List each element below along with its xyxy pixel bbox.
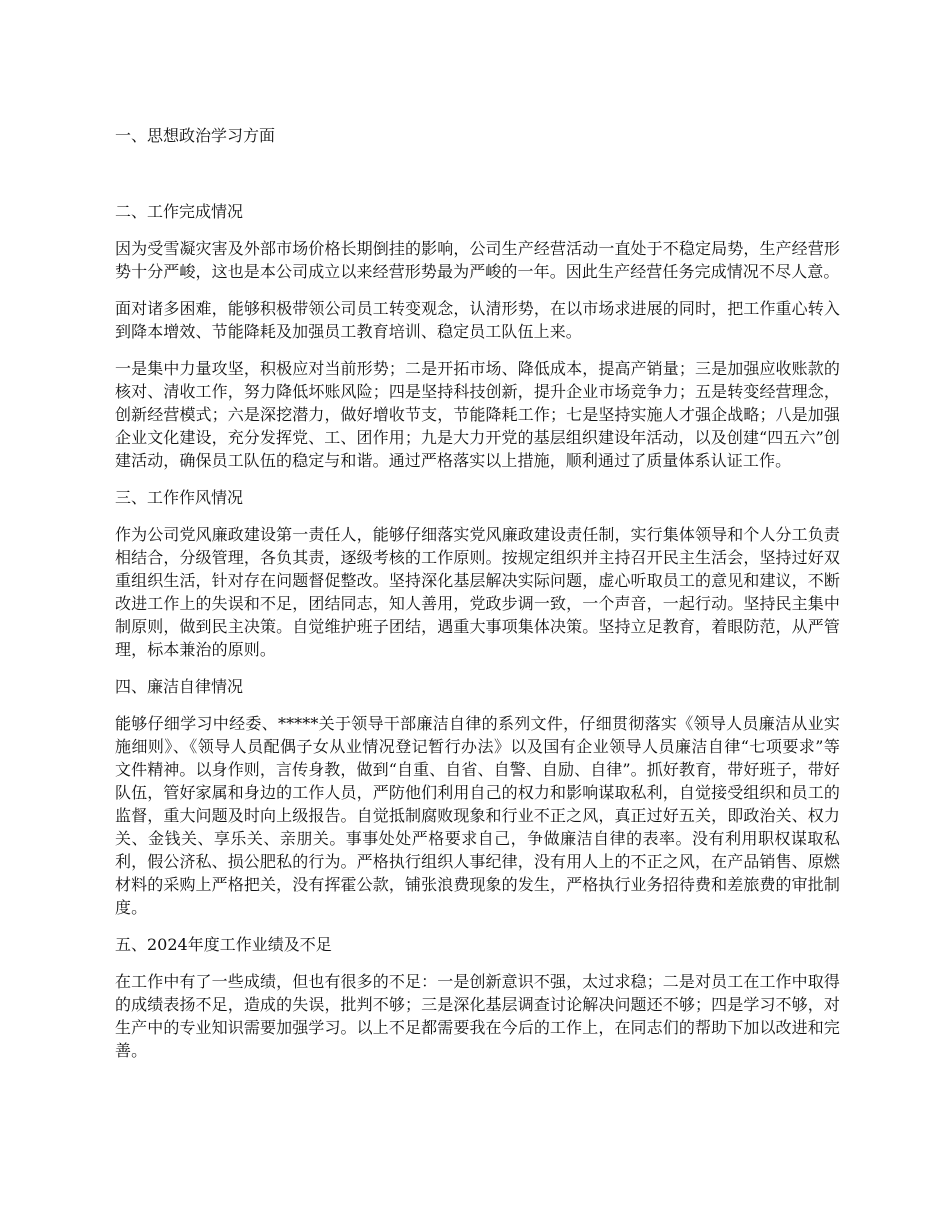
section-heading-3: 三、工作作风情况: [115, 488, 244, 507]
section-heading-4: 四、廉洁自律情况: [115, 677, 244, 696]
paragraph-response: 面对诸多困难，能够积极带领公司员工转变观念，认清形势，在以市场求进展的同时，把工作重心转入到降本增效、节能降耗及加强员工教育培训、稳定员工队伍上来。: [115, 299, 840, 341]
paragraph-work-status: 因为受雪凝灾害及外部市场价格长期倒挂的影响，公司生产经营活动一直处于不稳定局势，生产经营形势十分严峻，这也是本公司成立以来经营形势最为严峻的一年。因此生产经营任务完成情况不尽人意。: [115, 239, 840, 281]
paragraph-shortcomings: 在工作中有了一些成绩，但也有很多的不足：一是创新意识不强，太过求稳；二是对员工在工作中取得的成绩表扬不足，造成的失误，批判不够；三是深化基层调查讨论解决问题还不够；四是学习不够，对生产中的专业知识需要加强学习。以上不足都需要我在今后的工作上，在同志们的帮助下加以改进和完善。: [115, 972, 840, 1060]
paragraph-measures: 一是集中力量攻坚，积极应对当前形势；二是开拓市场、降低成本，提高产销量；三是加强应收账款的核对、清收工作，努力降低坏账风险；四是坚持科技创新，提升企业市场竞争力；五是转变经营理念，创新经营模式；六是深挖潜力，做好增收节支，节能降耗工作；七是坚持实施人才强企战略；八是加强企业文化建设，充分发挥党、工、团作用；九是大力开党的基层组织建设年活动，以及创建“四五六”创建活动，确保员工队伍的稳定与和谐。通过严格落实以上措施，顺利通过了质量体系认证工作。: [115, 359, 840, 470]
paragraph-work-style: 作为公司党风廉政建设第一责任人，能够仔细落实党风廉政建设责任制，实行集体领导和个人分工负责相结合，分级管理，各负其责，逐级考核的工作原则。按规定组织并主持召开民主生活会，坚持过好双重组织生活，针对存在问题督促整改。坚持深化基层解决实际问题，虚心听取员工的意见和建议，不断改进工作上的失误和不足，团结同志，知人善用，党政步调一致，一个声音，一起行动。坚持民主集中制原则，做到民主决策。自觉维护班子团结，遇重大事项集体决策。坚持立足教育，着眼防范，从严管理，标本兼治的原则。: [115, 525, 840, 659]
paragraph-integrity: 能够仔细学习中经委、*****关于领导干部廉洁自律的系列文件，仔细贯彻落实《领导人员廉洁从业实施细则》、《领导人员配偶子女从业情况登记暂行办法》以及国有企业领导人员廉洁自律“七项要求”等文件精神。以身作则，言传身教，做到“自重、自省、自警、自励、自律”。抓好教育，带好班子，带好队伍，管好家属和身边的工作人员，严防他们利用自己的权力和影响谋取私利，自觉接受组织和员工的监督，重大问题及时向上级报告。自觉抵制腐败现象和行业不正之风，真正过好五关，即政治关、权力关、金钱关、享乐关、亲朋关。事事处处严格要求自己，争做廉洁自律的表率。没有利用职权谋取私利，假公济私、损公肥私的行为。严格执行组织人事纪律，没有用人上的不正之风，在产品销售、原燃材料的采购上严格把关，没有挥霍公款，铺张浪费现象的发生，严格执行业务招待费和差旅费的审批制度。: [115, 714, 840, 917]
section-heading-1: 一、思想政治学习方面: [115, 126, 276, 145]
section-heading-5: 五、2024年度工作业绩及不足: [115, 935, 332, 954]
section-heading-2: 二、工作完成情况: [115, 202, 244, 221]
document-body: [115, 124, 840, 1062]
